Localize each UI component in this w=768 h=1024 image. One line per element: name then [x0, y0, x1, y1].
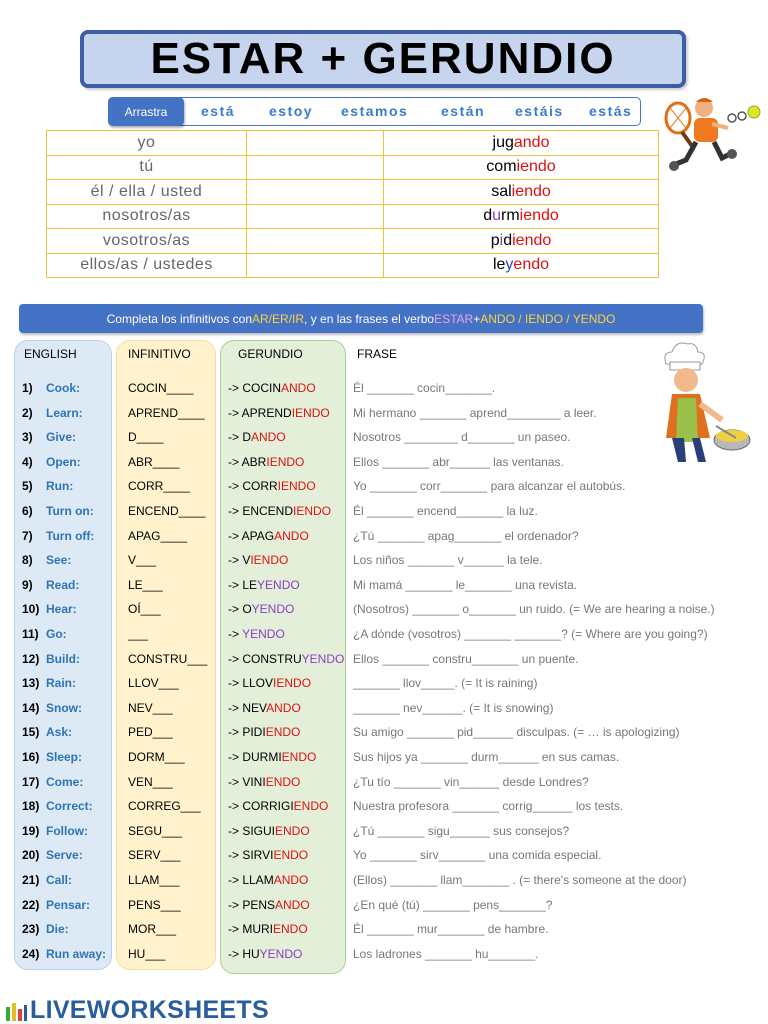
footer-logo — [4, 996, 269, 1024]
sentence-blank[interactable]: Él _______ encend_______ la luz. — [353, 504, 538, 518]
table-row — [47, 155, 659, 180]
gerund-cell: jugando — [384, 131, 659, 156]
sentence-blank[interactable]: Él _______ mur_______ de hambre. — [353, 922, 549, 937]
exercise-row — [0, 922, 768, 946]
exercise-row — [0, 898, 768, 922]
pronoun-cell: vosotros/as — [47, 229, 247, 254]
exercise-row — [0, 799, 768, 823]
drag-word-estoy[interactable]: estoy — [269, 103, 314, 119]
exercise-row — [0, 406, 768, 430]
infinitive-blank[interactable]: APREND____ — [128, 405, 205, 420]
liveworksheets-logo-icon — [4, 999, 28, 1023]
infinitive-blank[interactable]: DORM___ — [128, 750, 185, 764]
gerund-answer: -> LLAMANDO — [228, 873, 309, 887]
gerund-answer: -> SIRVIENDO — [228, 848, 309, 863]
sentence-blank[interactable]: _______ nev______. (= It is snowing) — [353, 700, 554, 715]
sentence-blank[interactable]: Los ladrones _______ hu_______. — [353, 946, 539, 961]
table-row — [47, 229, 659, 254]
exercise-row — [0, 652, 768, 676]
row-number: 19) — [22, 823, 40, 838]
english-verb: Correct: — [46, 799, 93, 814]
table-row — [47, 204, 659, 229]
drop-target[interactable] — [247, 180, 384, 205]
row-number: 23) — [22, 922, 40, 937]
sentence-blank[interactable]: (Ellos) _______ llam_______ . (= there's someone at the door) — [353, 873, 687, 887]
title-box — [80, 30, 686, 88]
infinitive-blank[interactable]: PED___ — [128, 725, 173, 740]
infinitive-blank[interactable]: VEN___ — [128, 774, 173, 789]
gerund-cell: pidiendo — [384, 229, 659, 254]
gerund-answer: -> DURMIENDO — [228, 750, 317, 764]
drag-word-estas[interactable]: estás — [589, 103, 633, 119]
sentence-blank[interactable]: Mi mamá _______ le_______ una revista. — [353, 577, 578, 592]
gerund-answer: -> LEYENDO — [228, 577, 300, 592]
english-verb: Cook: — [46, 381, 80, 395]
english-verb: Learn: — [46, 405, 83, 420]
sentence-blank[interactable]: ¿Tú _______ sigu______ sus consejos? — [353, 823, 570, 838]
sentence-blank[interactable]: ¿Tu tío _______ vin______ desde Londres? — [353, 774, 589, 789]
gerund-answer: -> ENCENDIENDO — [228, 504, 332, 518]
exercise-row — [0, 725, 768, 749]
sentence-blank[interactable]: Sus hijos ya _______ durm______ en sus camas. — [353, 750, 620, 764]
gerund-answer: -> MURIENDO — [228, 922, 308, 937]
english-verb: Turn off: — [46, 528, 95, 543]
row-number: 4) — [22, 454, 33, 469]
gerund-cell: durmiendo — [384, 204, 659, 229]
sentence-blank[interactable]: Yo _______ corr_______ para alcanzar el autobús. — [353, 479, 626, 494]
row-number: 14) — [22, 700, 40, 715]
gerund-answer: -> LLOVIENDO — [228, 676, 312, 691]
gerund-answer: -> CORRIENDO — [228, 479, 316, 494]
row-number: 11) — [22, 627, 39, 641]
sentence-blank[interactable]: Él _______ cocin_______. — [353, 381, 496, 395]
row-number: 1) — [22, 381, 33, 395]
infinitive-blank[interactable]: LLOV___ — [128, 676, 179, 691]
infinitive-blank[interactable]: V___ — [128, 553, 157, 568]
row-number: 8) — [22, 553, 33, 568]
english-verb: Run away: — [46, 946, 107, 961]
table-row — [47, 253, 659, 278]
infinitive-blank[interactable]: ___ — [128, 627, 149, 641]
sentence-blank[interactable]: ¿A dónde (vosotros) _______ _______? (= Where are you going?) — [353, 627, 708, 641]
row-number: 2) — [22, 405, 33, 420]
infinitive-blank[interactable]: CORR____ — [128, 479, 191, 494]
english-verb: Run: — [46, 479, 74, 494]
exercise-row — [0, 430, 768, 454]
english-verb: Turn on: — [46, 504, 94, 518]
english-verb: Ask: — [46, 725, 73, 740]
infinitive-blank[interactable]: LE___ — [128, 577, 163, 592]
row-number: 22) — [22, 897, 40, 912]
english-verb: Rain: — [46, 676, 76, 691]
exercise-row — [0, 848, 768, 872]
gerund-answer: -> CONSTRUYENDO — [228, 651, 345, 666]
drop-target[interactable] — [247, 204, 384, 229]
gerund-answer: -> VINIENDO — [228, 774, 301, 789]
english-verb: Build: — [46, 651, 80, 666]
infinitive-blank[interactable]: CONSTRU___ — [128, 651, 208, 666]
english-verb: Die: — [46, 922, 69, 937]
sentence-blank[interactable]: ¿En qué (tú) _______ pens_______? — [353, 897, 553, 912]
infinitive-blank[interactable]: LLAM___ — [128, 873, 180, 887]
row-number: 3) — [22, 430, 33, 445]
english-verb: Sleep: — [46, 750, 83, 764]
drop-target[interactable] — [247, 229, 384, 254]
sentence-blank[interactable]: Ellos _______ abr______ las ventanas. — [353, 454, 564, 469]
pronoun-cell: yo — [47, 131, 247, 156]
english-verb: Give: — [46, 430, 77, 445]
exercise-row — [0, 602, 768, 626]
infinitive-blank[interactable]: OÍ___ — [128, 602, 161, 617]
header-gerund: GERUNDIO — [238, 347, 303, 361]
pronoun-cell: él / ella / usted — [47, 180, 247, 205]
header-sentence: FRASE — [357, 347, 398, 361]
row-number: 20) — [22, 848, 40, 863]
pronoun-cell: ellos/as / ustedes — [47, 253, 247, 278]
sentence-blank[interactable]: ¿Tú _______ apag_______ el ordenador? — [353, 528, 579, 543]
english-verb: Come: — [46, 774, 84, 789]
sentence-blank[interactable]: Yo _______ sirv_______ una comida especial. — [353, 848, 602, 863]
gerund-answer: -> PENSANDO — [228, 897, 310, 912]
exercise-row — [0, 701, 768, 725]
english-verb: Go: — [46, 627, 67, 641]
drag-word-estan[interactable]: están — [441, 103, 486, 119]
gerund-answer: -> PIDIENDO — [228, 725, 301, 740]
exercise-row — [0, 578, 768, 602]
row-number: 13) — [22, 676, 40, 691]
sentence-blank[interactable]: (Nosotros) _______ o_______ un ruido. (= We are hearing a noise.) — [353, 602, 715, 617]
drop-target[interactable] — [247, 155, 384, 180]
row-number: 9) — [22, 577, 33, 592]
pronoun-cell: nosotros/as — [47, 204, 247, 229]
gerund-answer: -> CORRIGIENDO — [228, 799, 329, 814]
infinitive-blank[interactable]: ENCEND____ — [128, 504, 206, 518]
infinitive-blank[interactable]: CORREG___ — [128, 799, 201, 814]
conjugation-table — [46, 130, 659, 278]
gerund-answer: -> COCINANDO — [228, 381, 316, 395]
gerund-answer: -> DANDO — [228, 430, 286, 445]
infinitive-blank[interactable]: COCIN____ — [128, 381, 194, 395]
sentence-blank[interactable]: Nuestra profesora _______ corrig______ los tests. — [353, 799, 624, 814]
gerund-answer: -> NEVANDO — [228, 700, 301, 715]
english-verb: Open: — [46, 454, 81, 469]
exercise-row — [0, 676, 768, 700]
sentence-blank[interactable]: _______ llov_____. (= It is raining) — [353, 676, 538, 691]
row-number: 24) — [22, 946, 40, 961]
drag-word-estamos[interactable]: estamos — [341, 103, 409, 119]
sentence-blank[interactable]: Ellos _______ constru_______ un puente. — [353, 651, 579, 666]
infinitive-blank[interactable]: SERV___ — [128, 848, 181, 863]
gerund-answer: -> OYENDO — [228, 602, 295, 617]
gerund-answer: -> VIENDO — [228, 553, 289, 568]
table-row — [47, 180, 659, 205]
sentence-blank[interactable]: Su amigo _______ pid______ disculpas. (= … is apologizing) — [353, 725, 680, 740]
exercise-row — [0, 775, 768, 799]
infinitive-blank[interactable]: D____ — [128, 430, 164, 445]
instruction-banner: Completa los infinitivos con AR/ER/IR , y en las frases el verbo ESTAR + ANDO / IENDO / YENDO — [19, 304, 703, 333]
exercise-row — [0, 479, 768, 503]
row-number: 16) — [22, 750, 40, 764]
english-verb: Snow: — [46, 700, 82, 715]
drag-word-bank — [108, 97, 641, 126]
exercise-row — [0, 947, 768, 971]
drop-target[interactable] — [247, 253, 384, 278]
drag-word-estais[interactable]: estáis — [515, 103, 564, 119]
exercise-row — [0, 504, 768, 528]
english-verb: Follow: — [46, 823, 88, 838]
row-number: 6) — [22, 504, 33, 518]
english-verb: Hear: — [46, 602, 77, 617]
gerund-cell: comiendo — [384, 155, 659, 180]
drag-word-esta[interactable]: está — [201, 103, 236, 119]
row-number: 17) — [22, 774, 40, 789]
footer-brand: LIVEWORKSHEETS — [30, 996, 269, 1024]
exercise-row — [0, 381, 768, 405]
infinitive-blank[interactable]: SEGU___ — [128, 823, 183, 838]
infinitive-blank[interactable]: NEV___ — [128, 700, 173, 715]
row-number: 7) — [22, 528, 33, 543]
header-english: ENGLISH — [24, 347, 77, 361]
gerund-cell: saliendo — [384, 180, 659, 205]
header-infinitive: INFINITIVO — [128, 347, 191, 361]
row-number: 21) — [22, 873, 40, 887]
page-title: ESTAR + GERUNDIO — [150, 34, 616, 83]
tennis-player-illustration — [656, 94, 766, 178]
exercise-row — [0, 627, 768, 651]
table-row — [47, 131, 659, 156]
english-verb: Call: — [46, 873, 73, 887]
exercise-row — [0, 455, 768, 479]
row-number: 5) — [22, 479, 33, 494]
gerund-answer: -> APAGANDO — [228, 528, 309, 543]
exercise-row — [0, 553, 768, 577]
sentence-blank[interactable]: Los niños _______ v______ la tele. — [353, 553, 543, 568]
english-verb: Serve: — [46, 848, 83, 863]
exercise-row — [0, 750, 768, 774]
gerund-answer: -> ABRIENDO — [228, 454, 305, 469]
english-verb: Pensar: — [46, 897, 91, 912]
infinitive-blank[interactable]: HU___ — [128, 946, 166, 961]
sentence-blank[interactable]: Nosotros ________ d_______ un paseo. — [353, 430, 571, 445]
infinitive-blank[interactable]: PENS___ — [128, 897, 181, 912]
pronoun-cell: tú — [47, 155, 247, 180]
gerund-cell: leyendo — [384, 253, 659, 278]
gerund-answer: -> APRENDIENDO — [228, 405, 330, 420]
infinitive-blank[interactable]: ABR____ — [128, 454, 180, 469]
row-number: 15) — [22, 725, 40, 740]
sentence-blank[interactable]: Mi hermano _______ aprend________ a leer. — [353, 405, 597, 420]
drag-label: Arrastra — [108, 97, 184, 126]
english-verb: Read: — [46, 577, 80, 592]
exercise-row — [0, 873, 768, 897]
gerund-answer: -> YENDO — [228, 627, 285, 641]
infinitive-blank[interactable]: APAG____ — [128, 528, 188, 543]
exercise-row — [0, 529, 768, 553]
infinitive-blank[interactable]: MOR___ — [128, 922, 177, 937]
exercise-row — [0, 824, 768, 848]
row-number: 12) — [22, 651, 40, 666]
row-number: 18) — [22, 799, 40, 814]
gerund-answer: -> SIGUIENDO — [228, 823, 310, 838]
english-verb: See: — [46, 553, 72, 568]
drop-target[interactable] — [247, 131, 384, 156]
gerund-answer: -> HUYENDO — [228, 946, 303, 961]
row-number: 10) — [22, 602, 40, 617]
